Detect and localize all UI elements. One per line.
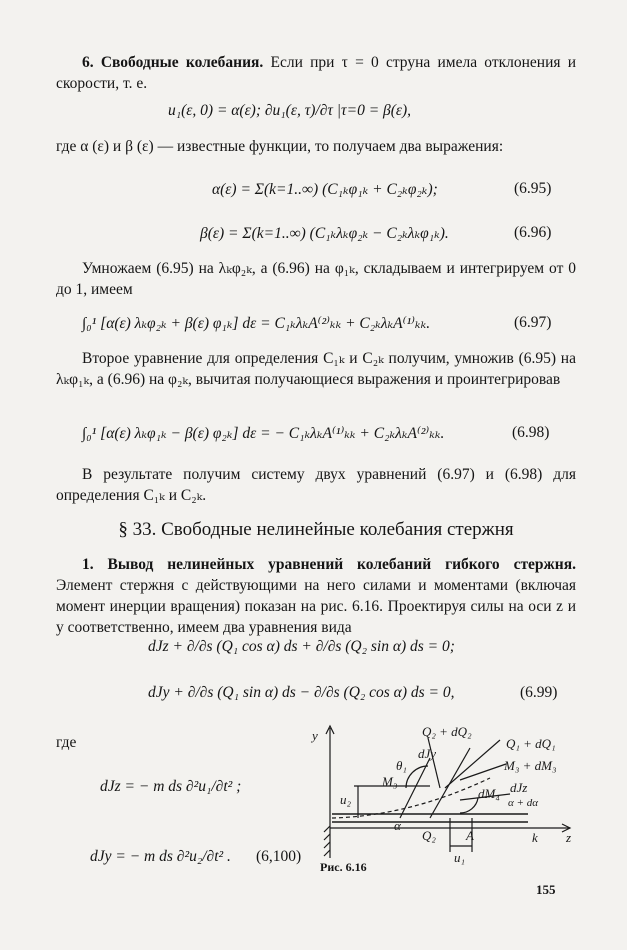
equation-6-95: α(ε) = Σ(k=1..∞) (C₁ₖφ₁ₖ + C₂ₖφ₂ₖ); bbox=[212, 181, 438, 198]
fig-label-djy: dJy bbox=[418, 746, 437, 761]
section-33-heading: § 33. Свободные нелинейные колебания стержня bbox=[118, 519, 514, 540]
fig-label-k: k bbox=[532, 830, 538, 845]
equation-6-99-z: dJz + ∂/∂s (Q₁ cos α) ds + ∂/∂s (Q₂ sin α) ds = 0; bbox=[148, 638, 455, 655]
equation-6-97: ∫₀¹ [α(ε) λₖφ₂ₖ + β(ε) φ₁ₖ] dε = C₁ₖλₖA⁽²⁾ₖₖ + C₂ₖλₖA⁽¹⁾ₖₖ. bbox=[82, 315, 431, 332]
figure-6-16 bbox=[310, 718, 580, 868]
fig-label-y: y bbox=[312, 728, 318, 743]
equation-6-98: ∫₀¹ [α(ε) λₖφ₁ₖ − β(ε) φ₂ₖ] dε = − C₁ₖλₖA⁽¹⁾ₖₖ + C₂ₖλₖA⁽²⁾ₖₖ. bbox=[82, 425, 445, 442]
fig-label-z: z bbox=[566, 830, 572, 845]
nonlinear-derivation-paragraph bbox=[56, 554, 576, 638]
fig-label-theta1: θ₁ bbox=[396, 758, 407, 773]
result-text: В результате получим систему двух уравнений (6.97) и (6.98) для определения C₁ₖ и C₂ₖ. bbox=[56, 466, 576, 504]
equation-6-95-number: (6.95) bbox=[514, 180, 552, 197]
fig-label-m3: M₃ bbox=[382, 774, 398, 789]
fig-label-m3-dm3: M₃ + dM₃ bbox=[504, 758, 557, 773]
fig-label-alpha-dalpha: α + dα bbox=[508, 797, 538, 809]
free-oscillations-paragraph bbox=[56, 52, 576, 94]
free-oscillations-intro: Если при τ = 0 струна имела отклонения и скорости, т. е. bbox=[56, 54, 576, 92]
fig-label-q2-dq2: Q₂ + dQ₂ bbox=[422, 724, 472, 739]
q1-force-arrow bbox=[445, 740, 500, 788]
fig-label-dm4: dM₄ bbox=[478, 786, 500, 801]
fig-label-alpha: α bbox=[394, 818, 401, 833]
where-label: где bbox=[56, 734, 77, 751]
second-equation-text: Второе уравнение для определения C₁ₖ и C₂ₖ получим, умножив (6.95) на λₖφ₁ₖ, а (6.96) на φ₂ₖ, вычитая получающиеся выражения и проинтегрировав bbox=[56, 350, 576, 388]
equation-6-100-z: dJz = − m ds ∂²u₁/∂t² ; bbox=[100, 778, 242, 795]
equation-6-99-y: dJy + ∂/∂s (Q₁ sin α) ds − ∂/∂s (Q₂ cos α) ds = 0, bbox=[148, 684, 455, 701]
figure-caption: Рис. 6.16 bbox=[320, 860, 367, 874]
m3-moment-arrow bbox=[460, 764, 506, 780]
free-oscillations-title: 6. Свободные колебания. bbox=[82, 54, 264, 71]
equation-6-96-number: (6.96) bbox=[514, 224, 552, 241]
equation-6-97-number: (6.97) bbox=[514, 314, 552, 331]
where-functions-text: где α (ε) и β (ε) — известные функции, то получаем два выражения: bbox=[56, 138, 504, 155]
nonlinear-derivation-title: 1. Вывод нелинейных уравнений колебаний гибкого стержня. bbox=[82, 556, 576, 573]
equation-6-100-y: dJy = − m ds ∂²u₂/∂t² . bbox=[90, 848, 231, 865]
page-number: 155 bbox=[536, 882, 556, 897]
fig-label-u1: u₁ bbox=[454, 850, 466, 865]
fig-label-q1-dq1: Q₁ + dQ₁ bbox=[506, 736, 556, 751]
nonlinear-derivation-text: Элемент стержня с действующими на него силами и моментами (включая момент инерции вращения) показан на рис. 6.16. Проектируя силы на оси z и y соответственно, имеем два уравнения вида bbox=[56, 577, 576, 636]
initial-condition-equation: u₁(ε, 0) = α(ε); ∂u₁(ε, τ)/∂τ |τ=0 = β(ε), bbox=[168, 102, 412, 119]
fig-label-A: A bbox=[466, 828, 474, 843]
fig-label-q2: Q₂ bbox=[422, 828, 436, 843]
equation-6-98-number: (6.98) bbox=[512, 424, 550, 441]
fig-label-u2: u₂ bbox=[340, 792, 352, 807]
equation-6-96: β(ε) = Σ(k=1..∞) (C₁ₖλₖφ₂ₖ − C₂ₖλₖφ₁ₖ). bbox=[200, 225, 449, 242]
equation-6-99-number: (6.99) bbox=[520, 684, 558, 701]
multiply-integrate-text: Умножаем (6.95) на λₖφ₂ₖ, а (6.96) на φ₁ₖ, складываем и интегрируем от 0 до 1, имеем bbox=[56, 260, 576, 298]
fig-label-djz: dJz bbox=[510, 780, 528, 795]
equation-6-100-number: (6,100) bbox=[256, 848, 302, 865]
